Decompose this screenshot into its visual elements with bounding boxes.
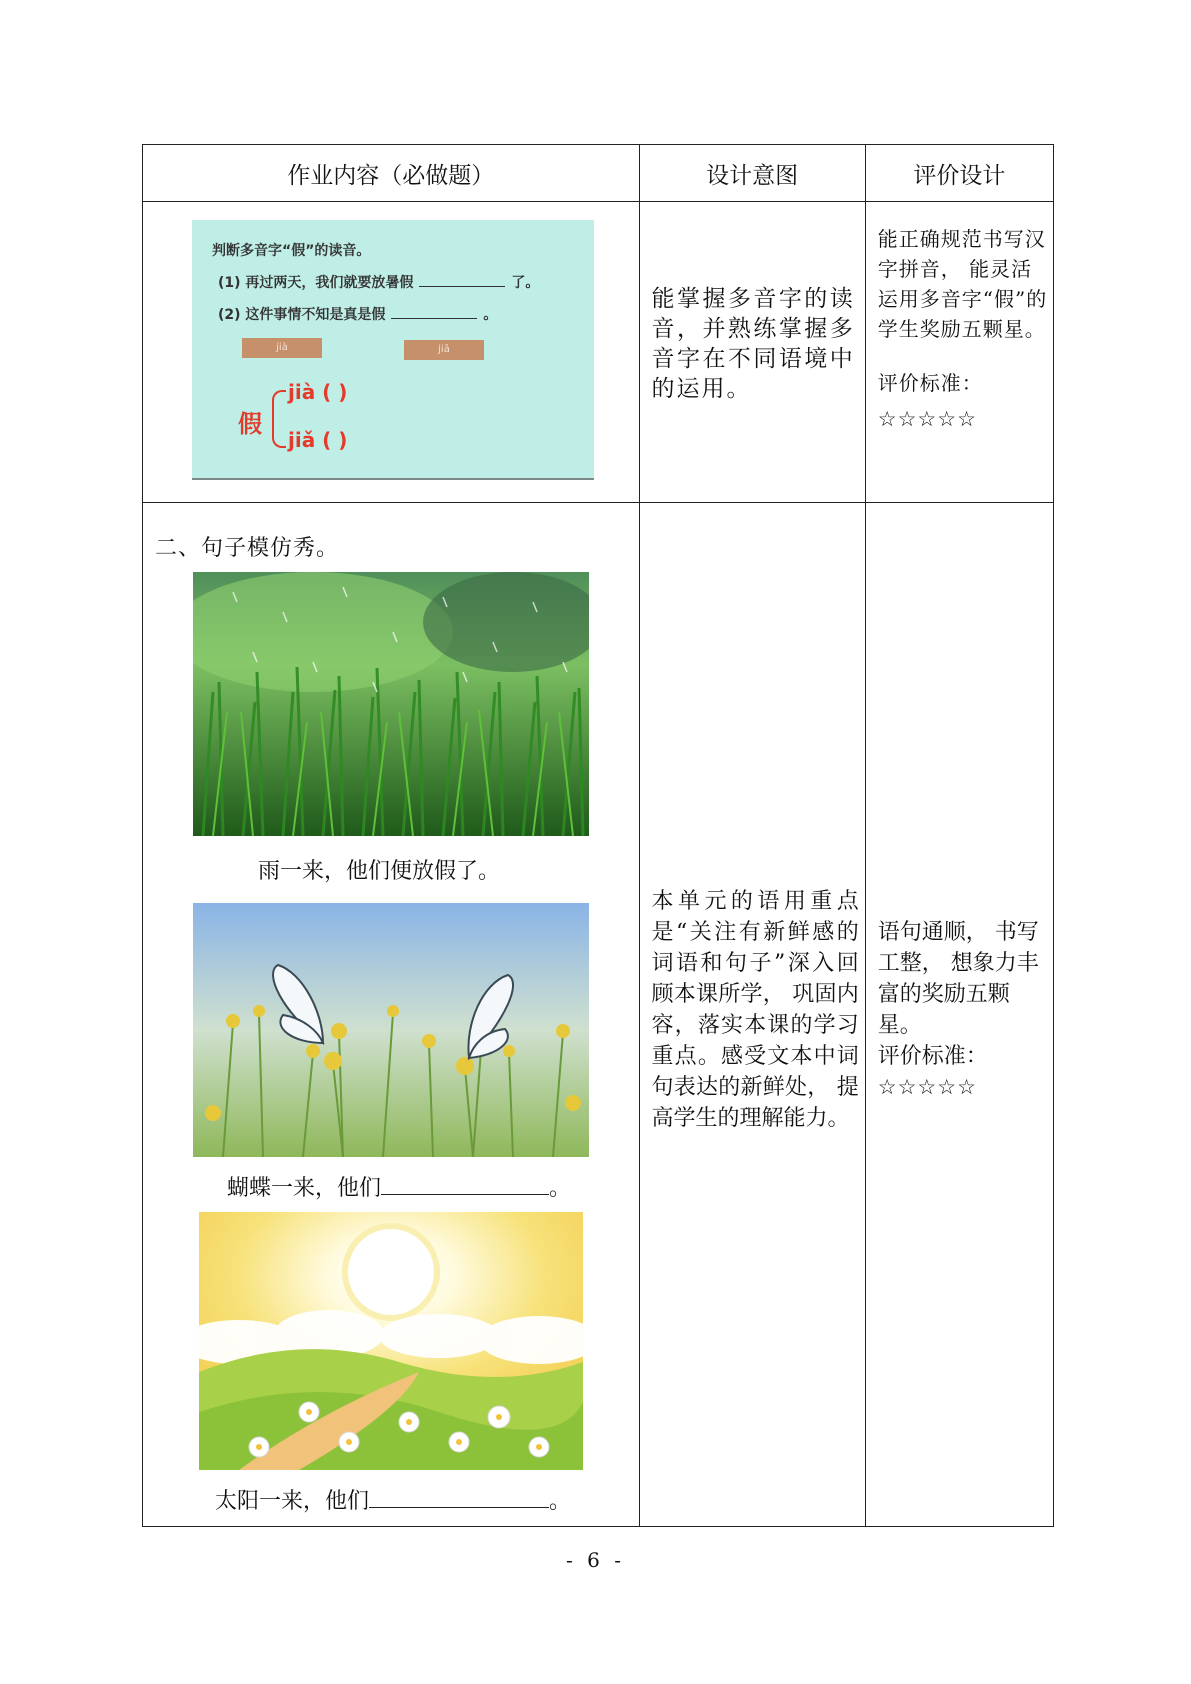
table-row [143,503,1054,1527]
design-cell-2 [639,503,865,1527]
homework-table [142,144,1054,1527]
q1-suffix: 了。 [511,275,540,291]
polyphone-exercise-image [192,220,594,480]
section-title: 二、句子模仿秀。 [155,536,340,561]
q1-text: (1) 再过两天，我们就要放暑假 [218,275,414,291]
answer-blank-butterfly[interactable] [381,1193,549,1195]
caption-sun-end: 。 [549,1489,572,1514]
criteria-label-1: 评价标准： [877,371,983,395]
page-number: - 6 - [566,1548,625,1572]
evaluation-text-1 [866,224,1053,434]
design-text-2: 本单元的语用重点是“关注有新鲜感的词语和句子”深入回顾本课所学， 巩固内容，落实本课的学习重点。感受文本中词句表达的新鲜处， 提高学生的理解能力。 [651,889,859,1131]
answer-blank-sun[interactable] [369,1506,549,1508]
exercise-q1 [218,272,539,292]
design-cell-1 [639,202,865,503]
q2-text: (2) 这件事情不知是真是假 [218,307,386,323]
answer-button-jia4[interactable]: jià [242,338,322,358]
exercise-title: 判断多音字“假”的读音。 [212,243,371,259]
caption-butterfly [227,1171,639,1202]
caption-rain: 雨一来，他们便放假了。 [258,859,501,884]
criteria-label-2: 评价标准： [877,1044,988,1069]
reading-jia3: jiǎ ( ) [288,428,348,452]
header-content: 作业内容（必做题） [143,145,640,202]
content-cell-1 [143,202,640,503]
caption-butterfly-end: 。 [549,1176,572,1201]
star-rating-1: ☆☆☆☆☆ [877,407,977,431]
butterfly-flowers-photo [193,903,589,1157]
evaluation-text-2 [866,917,1053,1103]
caption-sun [215,1484,639,1515]
evaluation-desc-1: 能正确规范书写汉字拼音， 能灵活运用多音字“假”的学生奖励五颗星。 [877,227,1048,341]
content-cell-2 [143,503,640,1527]
sun-meadow-photo [199,1212,583,1470]
evaluation-cell-1 [865,202,1053,503]
rain-grass-photo [193,572,589,836]
reading-jia4: jià ( ) [288,380,348,404]
q2-suffix: 。 [483,307,498,323]
table-header-row [143,145,1054,202]
q2-blank [391,318,477,319]
header-design: 设计意图 [639,145,865,202]
exercise-q2 [218,304,497,324]
caption-sun-text: 太阳一来，他们 [215,1489,370,1514]
evaluation-cell-2 [865,503,1053,1527]
caption-butterfly-text: 蝴蝶一来，他们 [227,1176,382,1201]
polyphone-char: 假 [238,410,262,438]
brace-shape [272,390,286,448]
header-evaluation: 评价设计 [865,145,1053,202]
star-rating-2: ☆☆☆☆☆ [877,1075,977,1099]
evaluation-desc-2: 语句通顺， 书写工整， 想象力丰富的奖励五颗星。 [877,920,1039,1038]
table-row [143,202,1054,503]
design-text-1: 能掌握多音字的读音，并熟练掌握多音字在不同语境中的运用。 [651,286,855,402]
q1-blank [419,286,505,287]
answer-button-jia3[interactable]: jiǎ [404,340,484,360]
